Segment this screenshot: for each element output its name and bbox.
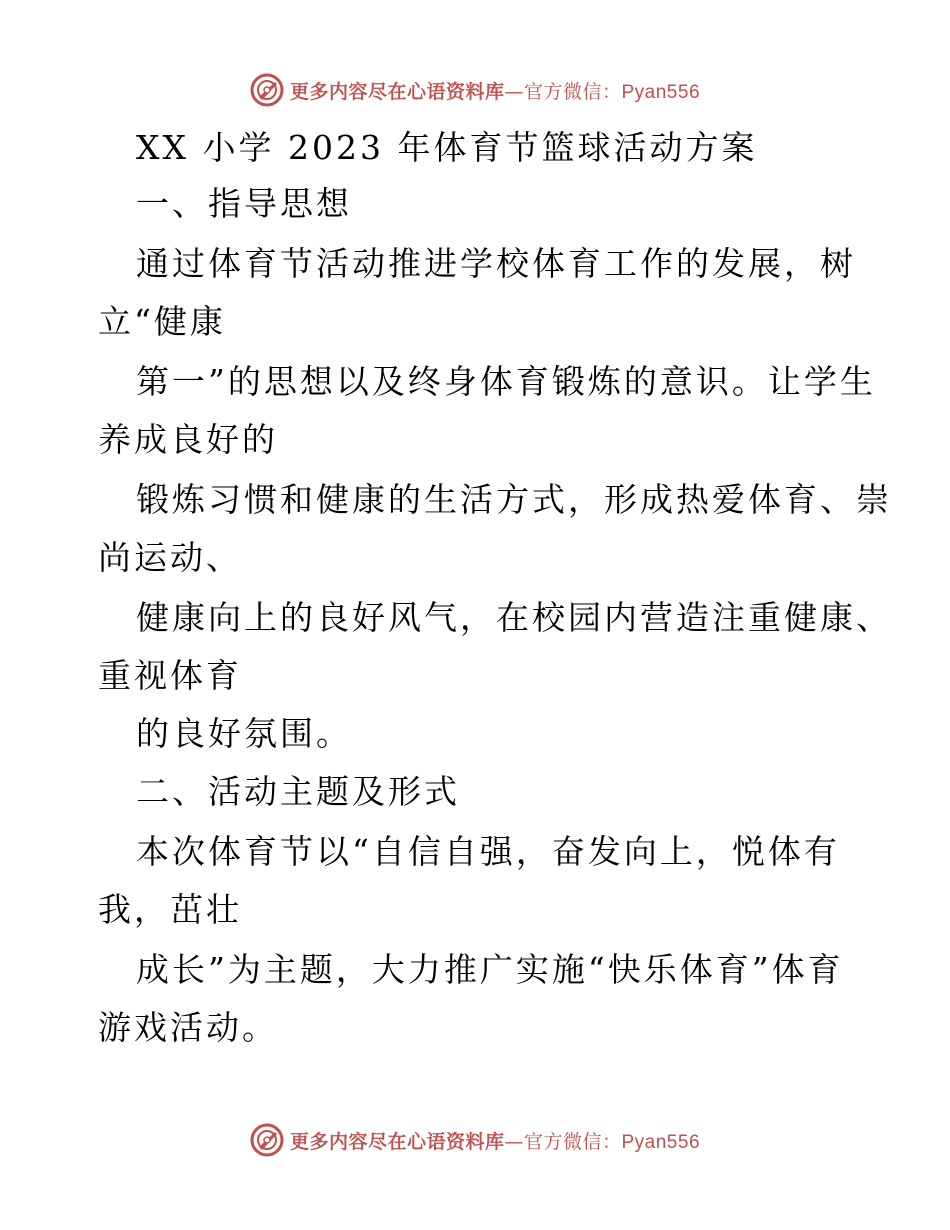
paragraph-line: 成长”为主题，大力推广实施“快乐体育”体育 bbox=[136, 950, 844, 989]
paragraph-line: 重视体育 bbox=[98, 656, 242, 695]
watermark-label: 官方微信： bbox=[523, 1130, 622, 1153]
paragraph-line: 尚运动、 bbox=[98, 538, 242, 577]
paragraph-line: 立“健康 bbox=[98, 302, 226, 341]
watermark-dash: — bbox=[504, 80, 524, 103]
section-heading: 二、活动主题及形式 bbox=[136, 772, 460, 811]
paragraph-line: 游戏活动。 bbox=[98, 1008, 278, 1047]
paragraph-line: 我，茁壮 bbox=[98, 890, 242, 929]
watermark-id: Pyan556 bbox=[621, 81, 701, 103]
watermark-label: 官方微信： bbox=[523, 80, 622, 103]
watermark-id: Pyan556 bbox=[621, 1131, 701, 1153]
paragraph-line: 通过体育节活动推进学校体育工作的发展，树 bbox=[136, 244, 856, 283]
document-title: XX 小学 2023 年体育节篮球活动方案 bbox=[136, 128, 758, 167]
paragraph-line: 的良好氛围。 bbox=[136, 714, 352, 753]
header-watermark bbox=[0, 70, 950, 110]
seal-logo-icon bbox=[250, 1123, 284, 1157]
paragraph-line: 第一”的思想以及终身体育锻炼的意识。让学生 bbox=[136, 362, 876, 401]
footer-watermark bbox=[0, 1120, 950, 1160]
paragraph-line: 本次体育节以“自信自强，奋发向上，悦体有 bbox=[136, 832, 840, 871]
seal-logo-icon bbox=[250, 73, 284, 107]
paragraph-line: 养成良好的 bbox=[98, 420, 278, 459]
section-heading: 一、指导思想 bbox=[136, 184, 352, 223]
paragraph-line: 健康向上的良好风气，在校园内营造注重健康、 bbox=[136, 598, 892, 637]
watermark-text bbox=[290, 77, 700, 104]
watermark-dash: — bbox=[504, 1130, 524, 1153]
paragraph-line: 锻炼习惯和健康的生活方式，形成热爱体育、崇 bbox=[136, 480, 892, 519]
watermark-brand: 更多内容尽在心语资料库 bbox=[289, 80, 505, 103]
watermark-text bbox=[290, 1127, 700, 1154]
watermark-brand: 更多内容尽在心语资料库 bbox=[289, 1130, 505, 1153]
